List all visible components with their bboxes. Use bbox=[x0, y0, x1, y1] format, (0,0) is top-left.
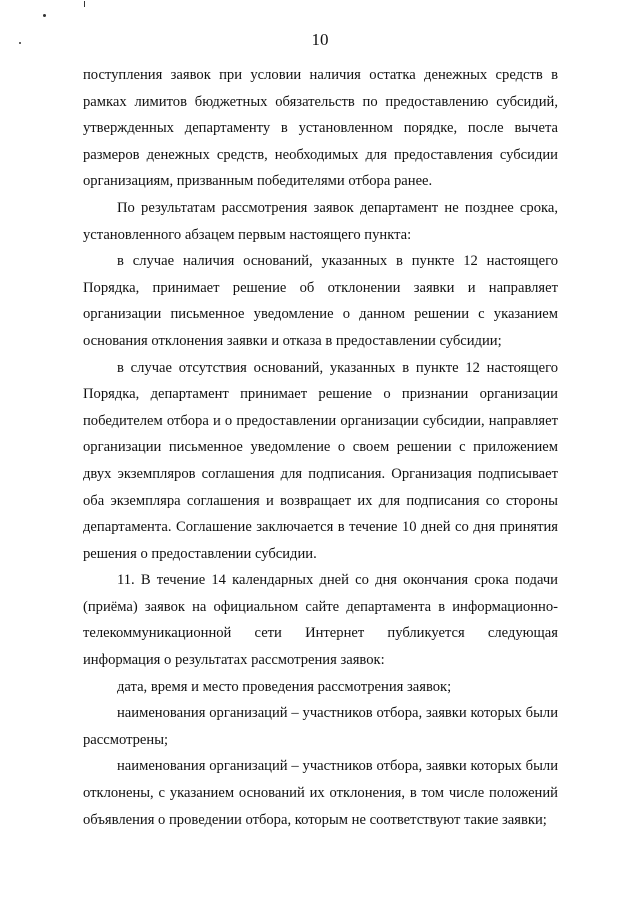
document-body bbox=[83, 62, 558, 833]
paragraph: поступления заявок при условии наличия остатка денежных средств в рамках лимитов бюджетных обязательств по предоставлению субсидий, утвержденных департаменту в установленном порядке, после вычета размеров денежных средств, необходимых для предоставления субсидии организациям, призванным победителями отбора ранее. bbox=[83, 67, 558, 190]
scan-speck bbox=[43, 14, 46, 17]
paragraph: наименования организаций – участников отбора, заявки которых были отклонены, с указанием оснований их отклонения, в том числе положений объявления о проведении отбора, которым не соответствуют такие заявки; bbox=[83, 758, 558, 828]
paragraph: наименования организаций – участников отбора, заявки которых были рассмотрены; bbox=[83, 705, 558, 748]
page-number: 10 bbox=[311, 30, 329, 49]
paragraph: в случае отсутствия оснований, указанных в пункте 12 настоящего Порядка, департамент принимает решение о признании организации победителем отбора и о предоставлении организации субсидии, направляет организации письменное уведомление о своем решении с приложением двух экземпляров соглашения для подписания. Организация подписывает оба экземпляра соглашения и возвращает их для подписания со стороны департамента. Соглашение заключается в течение 10 дней со дня принятия решения о предоставлении субсидии. bbox=[83, 359, 558, 562]
paragraph: дата, время и место проведения рассмотрения заявок; bbox=[117, 678, 452, 695]
paragraph: в случае наличия оснований, указанных в пункте 12 настоящего Порядка, принимает решение об отклонении заявки и направляет организации письменное уведомление о данном решении с указанием основания отклонения заявки и отказа в предоставлении субсидии; bbox=[83, 253, 558, 349]
paragraph: 11. В течение 14 календарных дней со дня окончания срока подачи (приёма) заявок на официальном сайте департамента в информационно-телекоммуникационной сети Интернет публикуется следующая информация о результатах рассмотрения заявок: bbox=[83, 572, 558, 669]
scan-speck bbox=[84, 1, 85, 7]
paragraph: По результатам рассмотрения заявок департамент не позднее срока, установленного абзацем первым настоящего пункта: bbox=[83, 199, 558, 243]
